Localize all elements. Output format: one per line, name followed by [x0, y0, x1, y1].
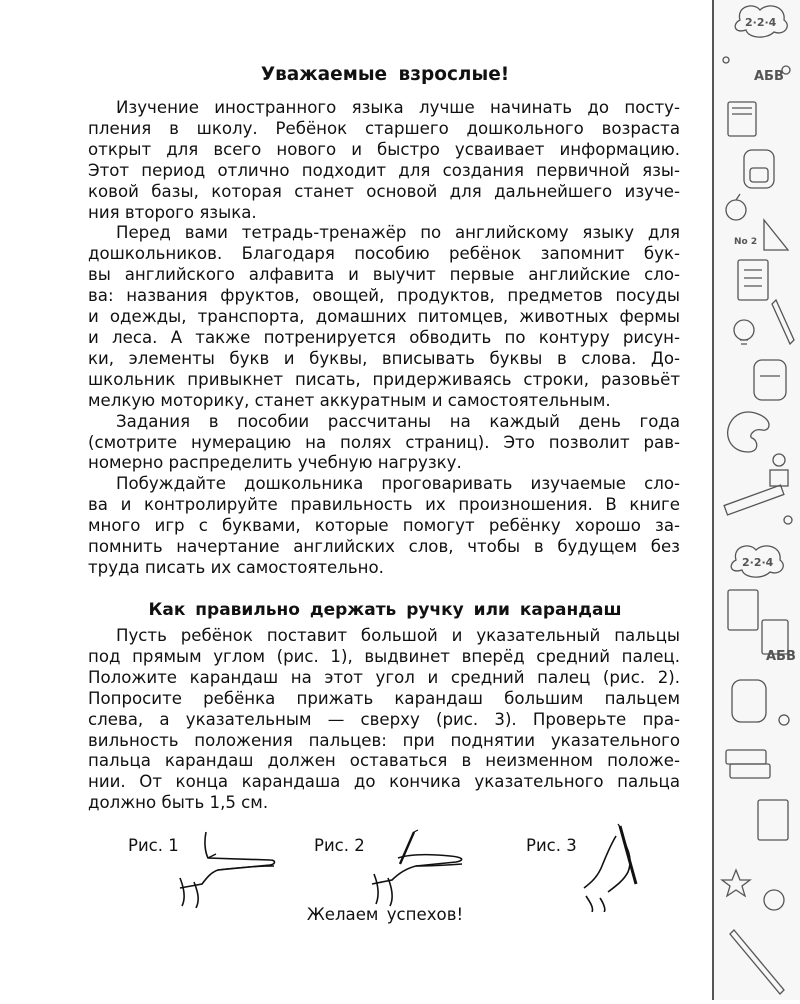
text-line: ковой базы, которая станет основой для дальнейшего изуче- [88, 181, 680, 201]
text-line: вы английского алфавита и выучит первые английские сло- [88, 265, 680, 285]
text-line: Пусть ребёнок поставит большой и указательный пальцы [116, 626, 680, 645]
text-line: дошкольников. Благодаря пособию ребёнок запомнит бук- [88, 244, 680, 264]
number-doodle: No 2 [734, 237, 758, 247]
text-line: (смотрите нумерацию на полях страниц). Это позволит рав- [88, 432, 680, 452]
text-line: Задания в пособии рассчитаны на каждый день года [116, 411, 680, 431]
text-line: открыт для всего нового и быстро усваивает информацию. [88, 139, 680, 159]
figure-1-label: Рис. 1 [128, 836, 179, 855]
text-line: Положите карандаш на этот угол и средний палец (рис. 2). [88, 667, 680, 687]
decorative-border [712, 0, 800, 1000]
text-line: Этот период отлично подходит для создания первичной язы- [88, 160, 680, 180]
closing-wish: Желаем успехов! [306, 905, 464, 924]
text-line: Перед вами тетрадь-тренажёр по английскому языку для [116, 223, 680, 243]
intro-text [88, 98, 680, 579]
text-line: помнить начертание английских слов, чтобы в будущем без [88, 537, 680, 557]
school-doodles-pattern [714, 0, 800, 1000]
text-line: нии. От конца карандаша до кончика указательного пальца [88, 772, 680, 792]
text-line: ки, элементы букв и буквы, вписывать буквы в слова. До- [88, 348, 680, 368]
text-line: труда писать их самостоятельно. [88, 557, 384, 577]
text-line: ния второго языка. [88, 202, 257, 222]
math-cloud-text: 2·2·4 [745, 16, 777, 29]
text-line: и одежды, транспорта, домашних питомцев, животных фермы [88, 307, 680, 327]
text-line: Побуждайте дошкольника проговаривать изучаемые сло- [116, 474, 680, 494]
text-line: много игр с буквами, которые помогут ребёнку хорошо за- [88, 516, 680, 536]
section-heading: Как правильно держать ручку или карандаш [148, 600, 622, 620]
page-title: Уважаемые взрослые! [260, 64, 510, 85]
text-line: номерно распределить учебную нагрузку. [88, 453, 462, 473]
pencil-instructions [88, 626, 680, 814]
text-line: мелкую моторику, станет аккуратным и самостоятельным. [88, 390, 611, 410]
text-line: школьник привыкнет писать, придерживаясь строки, разовьёт [88, 369, 680, 389]
text-line: Изучение иностранного языка лучше начинать до посту- [116, 98, 680, 117]
hand-illustration-2 [370, 828, 480, 908]
text-line: должно быть 1,5 см. [88, 793, 269, 813]
text-line: слева, а указательным — сверху (рис. 3). Проверьте пра- [88, 709, 680, 729]
text-line: ва: названия фруктов, овощей, продуктов, предметов посуды [88, 286, 680, 306]
text-line: пления в школу. Ребёнок старшего дошкольного возраста [88, 118, 680, 138]
text-line: Попросите ребёнка прижать карандаш большим пальцем [88, 688, 680, 708]
figure-2-label: Рис. 2 [314, 836, 365, 855]
text-line: ва и контролируйте правильность их произношения. В книге [88, 495, 680, 515]
figure-3-label: Рис. 3 [526, 836, 577, 855]
hand-illustration-1 [178, 828, 288, 908]
alphabet-doodle: АБВ [754, 69, 784, 84]
text-line: под прямым углом (рис. 1), выдвинет вперёд средний палец. [88, 646, 680, 666]
alphabet-doodle-2: АБВ [766, 649, 796, 664]
text-line: пальца карандаш должен оставаться в неизменном положе- [88, 751, 680, 771]
text-line: и леса. А также потренируется обводить по контуру рисун- [88, 327, 680, 347]
math-cloud-text-2: 2·2·4 [742, 556, 774, 569]
hand-illustration-3 [580, 822, 660, 912]
text-line: вильность положения пальцев: при поднятии указательного [88, 730, 680, 750]
